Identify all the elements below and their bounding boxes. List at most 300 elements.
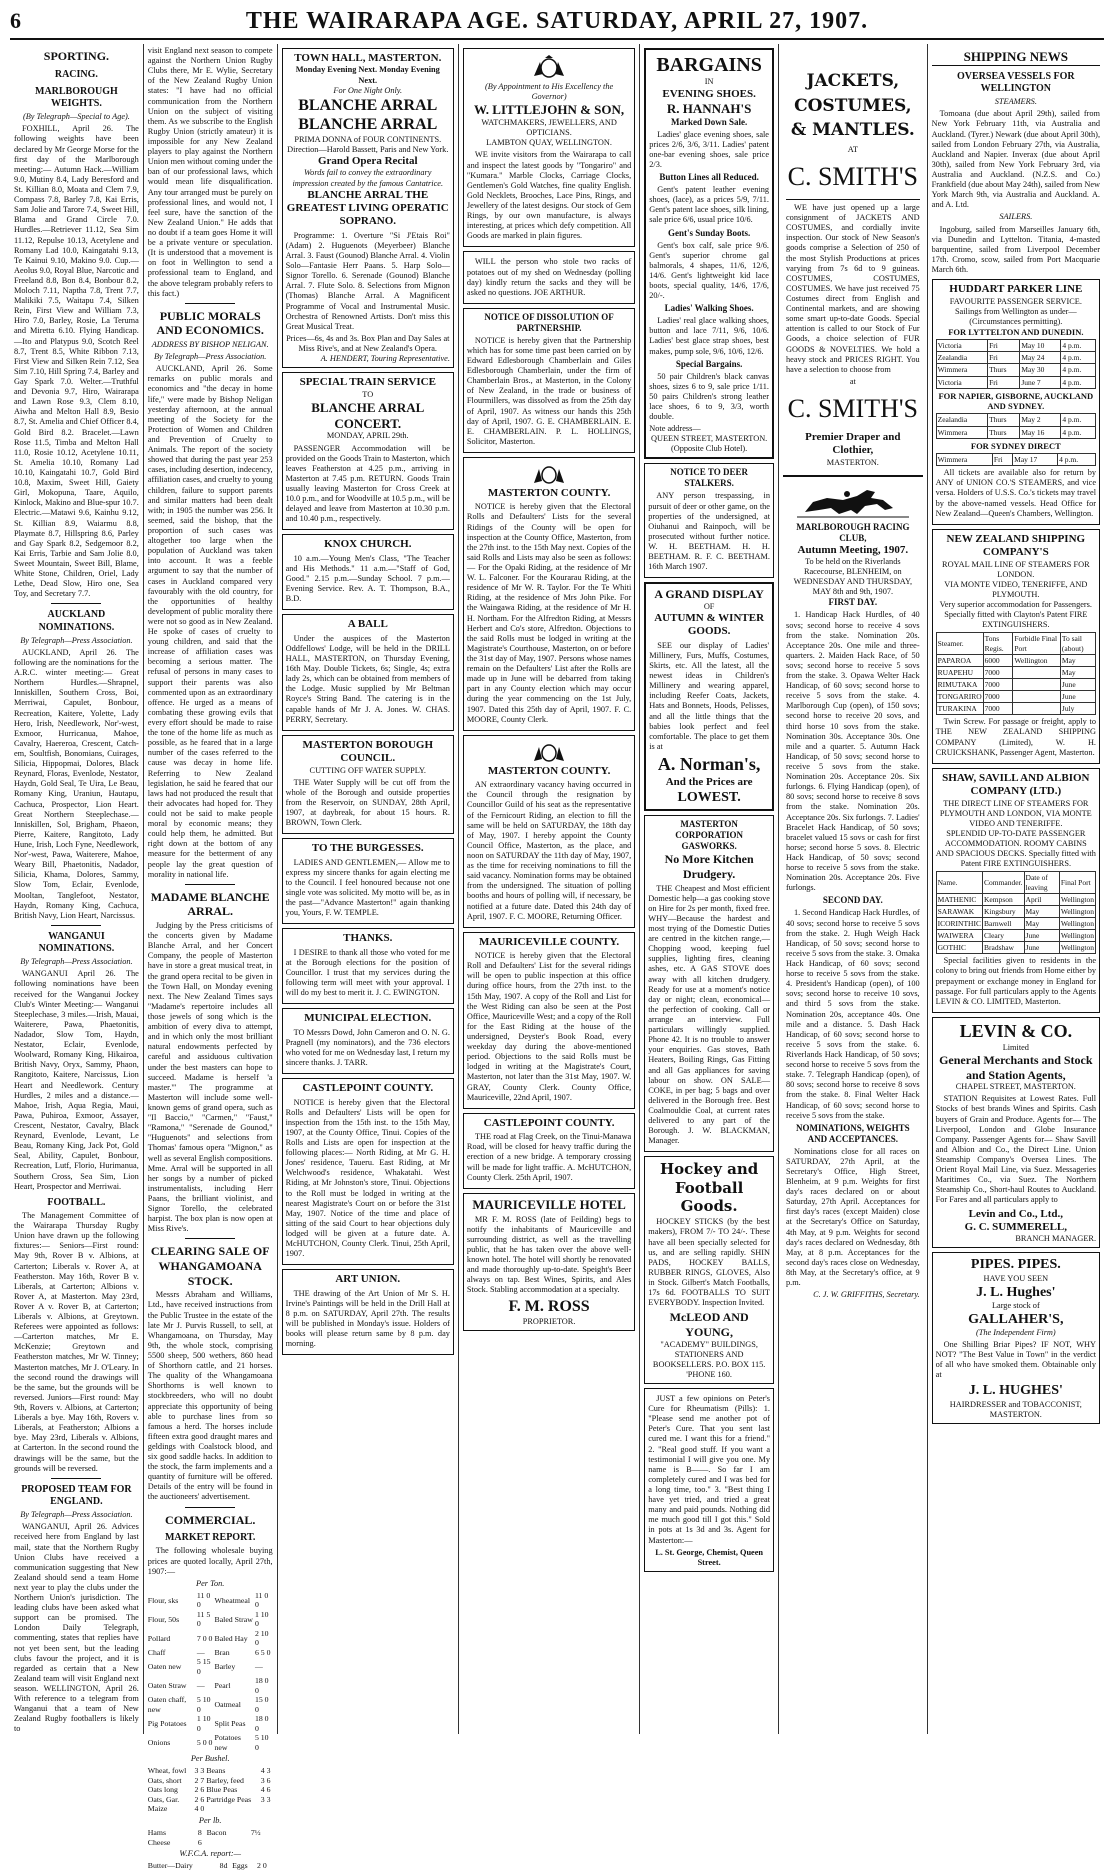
advertisement-nz-shipping [932,529,1100,764]
ad-brand: GALLAHER'S, [968,1311,1064,1327]
table-cell: Blue Peas [206,1785,238,1795]
market-row [148,1657,273,1676]
ad-body: Nominations close for all races on SATURDAY, 27th April, at the Secretary's Office, High Street, Blenheim, at 9 p.m. Weights for first day's races declared on or about Saturday, 27th April. Acceptances for first day's races (except Maiden) close at the Secretary's Office on Saturday, 4th May, at 9 p.m. Weights for second day's races declared on Wednesday, 8th May, at 8 p.m. Acceptances for the second day's races close on Wednesday, 8th May, at the Secretary's office, at 9 p.m. [786,1146,920,1288]
table-cell: Zealandia [936,414,987,426]
section-heading-football: FOOTBALL. [47,1196,106,1208]
ad-body: 10 a.m.—Young Men's Class, "The Teacher and His Methods." 11 a.m.—"Staff of God, Good." 2.15 p.m.—Sunday School. 7 p.m.—Evening Service. Rev. A. T. Thompson, B.A., B.D. [285,553,450,604]
table-cell: Split Peas [214,1719,246,1729]
sailing-table [936,413,1096,438]
column-7 [928,44,1104,1734]
ad-shop-name: C. SMITH'S [787,394,919,423]
ad-heading: BARGAINS [656,54,762,76]
sailing-row [936,364,1095,376]
table-cell [1013,691,1061,703]
steamer-table [936,632,1096,715]
market-row [148,1838,273,1848]
table-cell: June [1024,930,1059,942]
article-body: FOXHILL, April 26. The following weights have been declared by Mr George Morse for the first day of the Marlborough meeting:— Autumn Hack.—William 9.0, Mutiny 8.4, Lady Beresford and St. Killian 8.0, Moata and Clem 7.9, Compass 7.8, Barley 7.8, Kai Erris, Sam Jolie and Tarore 7.4, Sweet Hill, Blama and Grand Circle 7.0. Hurdles.—Retriever 11.12, Sea Sim 11.12, Repulse 10.13, Acetylene and Romany Lad 10.0, Kaingatahi 9.13, Te Kainui 9.10, Makino 9.0. Cup.—Aeolus 9.0, Royal Blue, Narcotic and Freeland 8.8, Bon 8.4, Bonbour 8.2, Moloch 7.11, Naptha 7.8, Trent 7.7, Malikiki 7.5, Waitapu 7.4, Silken Rein, First View and William 7.3, Hiro 7.0, Barley, Rosie, La Teruma and Miretta 6.10. Flying Handicap.—Ito and Platypus 9.0, Scotch Reel 8.7, Trent 8.5, White Ribbon 7.13, First View and Silken Rein 7.12, Sea Sim 7.10, Hill Spring 7.4, Barley and Gay Spark 7.0. Welter.—Truthful and Devonia 9.7, Hiro, Wairarapa and Lawn Rose 9.3, Clem 8.10, Aiwha and Melton Hall 8.9, Besio 8.7, St. Amelia and Chief Officer 8.4, Gold Bird 8.2. Bracelet.—Lawn Rose 11.5, Timba and Melton Hall 11.0, Rosie 10.12, Acetylene 10.11, St. Amelia 10.10, Romany Lad 10.10, Kaingatahi 10.7, Gold Bird 10.8, Maxim, Sweet Hill, Gaiety Girl, Mokopuna, Taare, Aquilo, Kinlock, Makino and Blue-spur 10.7. Electric.—Matawi 9.6, Kainhu 9.12, St. Killian 8.9, Waiarmu 8.8, Playmate 8.7, Hillspring 8.6, Parley and Gay Spark 8.2, Sedgemoor 8.2, Kai Erris, Tarbie and Sam Jolie 8.0, Sweet Mountain, Sweet Bill, Blame, White Stone, Children, Oriel, Lady Lethe, Dead Slow, Hiro one, Sea Toy, and Secretary 7.7. [14,124,139,599]
table-cell: May 24 [1020,352,1061,364]
column-header: To sail (about) [1060,633,1095,654]
royal-crest-icon [526,463,572,485]
table-cell: Wellington [1060,931,1095,941]
section-heading-commercial: COMMERCIAL. [165,1512,256,1527]
table-cell: Oats, Gar. [147,1794,180,1804]
ad-subheading: Ladies' Walking Shoes. [664,303,754,314]
ad-address: CHAPEL STREET, MASTERTON. [955,1082,1076,1092]
table-cell [207,1838,251,1848]
ad-address: "ACADEMY" BUILDINGS, STATIONERS AND BOOKSELLERS. P.O. BOX 115. 'PHONE 160. [652,1339,766,1379]
column-header: Tons Regis. [983,633,1013,654]
market-row [148,1629,273,1648]
table-cell: Barnwell [982,917,1024,929]
table-cell: 7000 [983,691,1013,703]
table-cell: Oaten Straw [147,1681,187,1691]
article-body: WANGANUI April 26. The following nominations have been received for the Wanganui Jockey Club's Winter Meeting:— Wanganui Steeplechase, 3 miles.—Irish, Mauai, Waiterere, Pawa, Phaetonitis, Nadador, Slow Tom, Haydn, Nestator, Eclair, Evenlode, Woolward, Romany King, Hikairoa, British Navy, Oryx, Sammy, Phaon, Rangitoto, Kaitere, Narcissus, Lion Heart and Needlework. Century Hurdles, 2 miles and a distance.—Mahoe, Irish, Aqua Regia, Maui, Pawa, Puhiroa, Exmoor, Assayer, Crescent, Nestator, Cavalry, Black Reynard, Evenlode, Levant, Le Beau, Romany King, Jack Pot, Gold Seal, Ability, Capulet, Bonbour, Recreation, Lutf, Florio, Hurimanua, Southern Cross, Sea Sim, Lion Heart, Prospector and Merriwai. [14,969,139,1191]
ad-subheading: CUTTING OFF WATER SUPPLY. [309,765,426,775]
ad-subheading: Autumn Meeting, 1907. [797,543,909,556]
ad-heading: Hockey and Football Goods. [659,1160,759,1216]
ad-body: WE have just opened up a large consignment of JACKETS AND COSTUMES, and cordially invite inspection. Our stock of New Season's goods comprise a Selection of 250 of the most Stylish Productions at prices varying from 7s 6d to 9 guineas. COSTUMES, COSTUMES, COSTUMES. We have just received 75 Costumes direct from English and Continental markets, and are showing some smart up-to-date Goods. Special attention is called to our Stock of Fur Goods, a choice selection of FUR GOODS & NOVELTIES. We hold a heavy stock and PRICES RIGHT. You have a selection to choose from [786,203,920,374]
table-cell: 11 0 0 [254,1590,269,1610]
ad-body: THE road at Flag Creek, on the Tinui-Manawa Road, will be closed for heavy traffic during the erection of a new bridge. A temporary crossing will be made for light traffic. A. McHUTCHON, County Clerk. 25th April, 1907. [466,1132,632,1182]
table-cell: — [196,1681,205,1691]
table-subheading: Per lb. [198,1815,222,1825]
article-heading: PUBLIC MORALS AND ECONOMICS. [156,308,264,338]
table-cell: Wellington [1060,906,1095,916]
sailing-row [936,454,1095,466]
table-cell: Barley [214,1662,236,1672]
ad-heading: JACKETS, [806,71,900,91]
ad-subheading: ROYAL MAIL LINE OF STEAMERS FOR LONDON. [942,559,1090,579]
table-cell: Oats, short [147,1775,182,1785]
column-2 [144,44,278,1871]
table-cell: Chaff [147,1647,166,1657]
ad-heading: NOTICE TO DEER STALKERS. [670,467,748,489]
ad-heading: ART UNION. [335,1273,401,1286]
ad-body: MR F. M. ROSS (late of Feilding) begs to notify the inhabitants of Mauriceville and surrounding district, as well as the travelling public, that he has taken over the above well-known hotel. The hotel will shortly be renovated and made thoroughly up-to-date. Speight's Beer always on tap. Best Wines, Spirits, and Ales Stock. Stabling accommodation at a specialty. [466,1214,632,1295]
ad-body: WILL the person who stole two racks of potatoes out of my shed on Wednesday (polling day) kindly return the sacks and they will be asked no questions. JOE ARTHUR. [466,257,632,297]
table-cell: 18 0 0 [254,1676,269,1695]
ad-subheading: General Merchants and Stock and Station Agents, [939,1052,1093,1082]
ad-venue: TOWN HALL, MASTERTON. [294,52,442,64]
table-cell: Partridge Peas [206,1794,252,1804]
ad-subheading: HAVE YOU SEEN [983,1273,1049,1283]
ad-heading: W. LITTLEJOHN & SON, [474,102,625,118]
table-cell: Wimmera [936,454,992,466]
advertisement-masterton-county [463,457,635,731]
market-table [148,1766,273,1814]
table-cell: May [1024,917,1059,929]
table-cell: RIMUTAKA [936,678,983,690]
table-cell: 1 10 0 [254,1609,269,1629]
ad-body: Twin Screw. For passage or freight, apply to THE NEW ZEALAND SHIPPING COMPANY (Limited), W. H. CRUICKSHANK, Passenger Agent, Masterton. [935,717,1097,757]
table-cell: Victoria [936,340,987,352]
market-row [148,1828,273,1838]
advertisement-council [282,735,454,834]
ad-body: One Shilling Briar Pipes? IF NOT, WHY NOT? "The Best Value in Town" in the verdict of all who have smoked them. Obtainable only at [935,1340,1097,1380]
advertisement-ball [282,614,454,730]
table-cell: 4 p.m. [1061,340,1096,352]
table-cell: Bacon [206,1828,227,1838]
ad-shop-name: LEVIN & CO. [959,1020,1073,1041]
article-subheading: STEAMERS. [994,97,1037,107]
article-subheading: ADDRESS BY BISHOP NELIGAN. [151,339,269,349]
ad-heading: BLANCHE ARRAL THE GREATEST LIVING OPERATIC SOPRANO. [286,188,449,228]
table-cell: Wheat, fowl [147,1766,187,1776]
table-cell: Pearl [214,1681,231,1691]
article-body: Tomoana (due about April 29th), sailed from New York February 11th, via Australia and Auckland. (Tyrer.) Newark (due about April 30th), sailed from London February 27th, via Australia, Auckland and Napier. Inverax (due about April 30th), sailed from New York February 3rd, via Australia and Auckland. (N.Z.S. and Co.) Frankfield (due about May 24th), sailed from New York March 9th, via Australia and Auckland. A. and A. Ltd. [931,109,1101,210]
table-cell: June 7 [1020,376,1061,388]
ad-body: ANY person trespassing, in pursuit of deer or other game, on the properties of the undersigned, at Oiuhanui and Rainpoch, will be prosecuted without further notice. W. H. BEETHAM. H. H. BEETHAM. R. F. C. BEETHAM. 16th March 1907. [648,491,770,572]
table-cell: May 16 [1020,426,1061,438]
table-cell: 7 0 0 [196,1633,213,1643]
ad-shop-name: C. SMITH'S [787,162,919,192]
ad-desc: Words fail to convey the extraordinary impression created by the famous Cantatrice. [292,168,444,188]
table-cell: 2 6 [194,1785,205,1795]
table-cell: 4 p.m. [1058,454,1096,466]
table-cell: 5 0 0 [196,1738,213,1748]
ad-signature: G. C. SUMMERELL, [964,1220,1068,1233]
ad-signature: L. St. George, Chemist, Queen Street. [655,1547,764,1567]
ad-address: LAMBTON QUAY, WELLINGTON. [486,138,612,148]
ad-subheading: WATCHMAKERS, JEWELLERS, AND OPTICIANS. [481,118,617,138]
table-subheading: Per Bushel. [190,1754,230,1764]
ad-dates: Monday Evening Next. Monday Evening Next. [295,65,440,85]
ad-body: WE invite visitors from the Wairarapa to call and inspect the latest goods by "Tongariro" and "Kumara." Marble Clocks, Carriage Clocks, Gentlemen's Gold Watches, fine quality English. Gold Necklets, Brooches, Lace Pins, Rings, and Jewellery of the latest designs. Our stock of Gem Rings, by our own manufacture, is always interesting, at prices which defy competition. All Goods are marked in plain figures. [466,150,632,241]
article-body: Ingoburg, sailed from Marseilles January 6th, via Dunedin and Lyttelton. Titania, 4-masted barquentine, sailed from Liverpool December 17th. Cromo, scow, sailed from Port Macquarie March 6th. [931,224,1101,274]
advertisement-thanks [282,928,454,1004]
table-cell: Baled Straw [214,1614,253,1624]
table-cell: May [1060,666,1095,678]
article-byline: By Telegraph—Press Association. [20,1510,133,1520]
table-cell: Oaten chaff, new [147,1695,187,1714]
steamer-row [936,942,1095,954]
sailing-row [936,426,1095,438]
ad-body: 50 pair Children's black canvas shoes, sizes 6 to 9, sale price 1/11. 50 pairs Children's strong leather lace shoes, 6 to 9, 3/3, worth double. [649,371,769,422]
article-body: The Management Committee of the Wairarapa Thursday Rugby Union have drawn up the following fixtures:— Seniors—First round: May 9th, Rover B v. Albions, at Carterton; Liberals v. Rover A, at Featherston. May 16th, Rover B v. Liberals, at Carterton; Albions v. Rover A, at Masterton. May 23rd, Rover A v. Rover B, at Carterton; Liberals v. Albions, at Greytown. Referees were appointed as follows:—Carterton matches, Mr E. McKenzie; Greytown and Featherston matches, Mr W. Tinney; Masterton matches, Mr J. O'Leary. In the second round the drawings will be the same, but the grounds will be reversed. Juniors—First round: May 9th, Rovers v. Albions, at Carterton; Liberals a bye. May 16th, Rovers v. Liberals, at Featherston; Albions a bye. May 23rd, Liberals v. Albions, at Carterton. In the second round the drawings will be the same, but the grounds will be reversed. [14,1210,139,1473]
ad-body: Ladies' glace evening shoes, sale prices 2/6, 3/6, 3/11. Ladies' patent one-bar evening shoes, sale price 2/3. [649,129,769,170]
ad-body: All tickets are available also for return by ANY of UNION CO.'S STEAMERS, and vice versa. Holders of U.S.S. Co.'s tickets may travel by the above-named vessels. Head Office for New Zealand—Queen's Chambers, Wellington. [935,468,1097,518]
table-cell: Thurs [988,414,1020,426]
advertisement-littlejohn [463,48,635,247]
ad-subheading: Limited [1002,1042,1029,1052]
advertisement-hannah [644,48,774,459]
ad-subheading: FOR NAPIER, GISBORNE, AUCKLAND AND SYDNEY. [938,390,1094,412]
table-subheading: Per Ton. [196,1578,225,1588]
table-cell: 1 10 0 [196,1714,211,1733]
table-cell: 8d [219,1861,228,1871]
ad-desc: PRIMA DONNA of FOUR CONTINENTS. Direction—Harold Bassett, Paris and New York. [287,134,449,154]
table-cell: 3 6 [260,1775,271,1785]
table-cell [1013,678,1061,690]
article-body: WANGANUI, April 26. Advices received here from England by last mail, state that the Northern Rugby Union Clubs have received a communication suggesting that New Zealand should send a team Home next year to play the clubs under the Northern Union's jurisdiction. The leading clubs have been asked what support can be promised. The London Daily Telegraph, commenting, states that replies have not yet been sent, but the leading clubs favour the project, and it is regarded as certain that a New Zealand team will visit England next season. WELLINGTON, April 26. With reference to a telegram from Wanganui that a team of New Zealand Rugby footballers is likely to [14,1522,139,1734]
advertisement-castlepoint-road [463,1113,635,1189]
table-cell: Oats long [147,1785,178,1795]
ad-subheading: FOR SYDNEY DIRECT [970,440,1061,451]
table-cell: Baled Hay [214,1633,248,1643]
advertisement-art-union [282,1269,454,1355]
article-body: AUCKLAND, April 26. Some remarks on public morals and economics and "the decay in home life," were made by Bishop Neligan yesterday afternoon, at the annual meeting of the Society for the Protection of Women and Children and Prevention of Cruelty to Animals. The report of the society showed that during the past year 253 cases, including desertion, indecency, affiliation cases, and cruelty to young children, failure to support parents and similar matters had been dealt with; in 1905 the number was 256. It seemed, said the bishop, that the proportion of such cases was altogether too large when the population of Auckland was taken into account. It was a feeble argument to say that the number of cases in Auckland compared very favourably with the old country, for the opportunities of healthy development of public morality there were not so good as in New Zealand. He spoke of cases of cruelty to young children, and said that the increase of affiliation cases was becoming a serious matter. The refusal of persons in many cases to support their parents was also commented upon as an extraordinary offence. He urged as a means of combating these growing evils that every effort should be made to raise the tone of the home life as much as possible, as he feared that in a large number of the cases referred to the cause was decay in home life. Referring to New Zealand legislation, he said he feared that our laws had not produced the result that their advocates had hoped for. They could not be said to make people moral by economic means; they could help them, he admitted. But right down at the bottom of any measure for the betterment of any people lay the great question of morality in national life. [147,364,273,879]
ad-subheading: VIA MONTE VIDEO, TENERIFFE, AND PLYMOUTH. [944,579,1088,599]
ad-body: THE drawing of the Art Union of Mr S. H. Irvine's Paintings will be held in the Drill Hall at 8 p.m. on SATURDAY, April 27th. The results will be published in Monday's issue. Holders of books will please return same by 8 p.m. day morning. [285,1288,450,1349]
ad-heading: OF [703,601,715,611]
column-4 [459,44,640,1734]
ad-body: NOTICE is hereby given that the Electoral Rolls and Defaulters' Lists for the several Ridings of the County will be open for inspection at the County Office, Masterton, from the 27th inst. to the 15th May next. Copies of the said Rolls and Lists may also be seen as follows:— For the Opaki Riding, at the residence of Mr W. L. Falconer. For the Kourarau Riding, at the residence of Mr W. R. Taylor. For the Te Whiti Riding, at the residence of Mrs John Pike. For the Waingawa Riding, at the residence of Mr H. H. Northam. For the Alfredton Riding, at Messrs Herbert and Co's store, Alfredton. Objections to the said Rolls must be lodged in writing at the Magistrate's Courthouse, Masterton, on or before the 31st day of May, 1907. Persons whose names remain on the Defaulters' List after the Rolls are made up in June will be debarred from taking part in any County election which may occur during the year commencing on the 1st July, 1907. Dated this 25th day of April, 1907. F. C. MOORE, County Clerk. [466,502,632,724]
table-cell: 7000 [983,678,1013,690]
ad-date: MONDAY, APRIL 29th. [326,431,409,441]
ad-body: SPLENDID UP-TO-DATE PASSENGER ACCOMMODATION. ROOMY CABINS AND SPACIOUS DECKS. Specially fitted with Patent FIRE EXTINGUISHERS. [935,828,1096,869]
ad-heading: THANKS. [343,932,393,945]
advertisement-peters-cure [644,1388,774,1572]
table-cell: Cheese [147,1837,171,1847]
advertisement-mauriceville-hotel [463,1193,635,1331]
ad-shop-name: J. L. Hughes' [976,1284,1056,1300]
table-cell: Fri [992,454,1012,466]
market-row [148,1785,273,1795]
article-byline: (By Telegraph—Special to Age). [22,112,130,122]
table-subheading: W.F.C.A. report:— [179,1849,242,1859]
ad-show: Grand Opera Recital [317,154,418,167]
table-cell: 6000 [983,654,1013,666]
table-cell: Flour, sks [147,1595,179,1605]
ad-body: NOTICE is hereby given that the Electoral Roll and Defaulters' List for the several ridings will be open to public inspection at this office during office hours, from the 27th inst. to the 15th May, 1907. A copy of the Roll and List for the West Riding can also be seen at the Post Office, Mauriceville West; and a copy of the Roll for the East Riding at the house of the undersigned, Deyster's Book Road, every weekday day during the above-mentioned period. Objections to the said Rolls must be lodged in writing at the Magistrate's Court, Masterton, not later than the 31st May, 1907. W. GRAY, County Clerk. County Office, Mauriceville, 22nd April, 1907. [466,951,632,1102]
ad-prices: Prices—6s, 4s and 3s. Box Plan and Day Sales at Miss Rive's, and at New Zealand's Opera. [286,333,450,354]
advertisement-stolen [463,251,635,303]
table-cell: May 2 [1020,414,1061,426]
table-cell: SARAWAK [936,905,982,917]
table-cell: 4 p.m. [1061,376,1096,388]
table-cell: 4 p.m. [1061,426,1096,438]
ad-body: SEE our display of Ladies' Millinery, Furs, Muffs, Costumes, Skirts, etc. All the latest, all the newest ideas in Children's Millinery and wearing apparel, including Reefer Coats, Jackets, Hats and Bonnets, Hoods, Pelisses, and all the little things that the babies look perfect and feel comfortable. The place to get them is at [649,640,769,751]
advertisement-mauriceville-county [463,932,635,1109]
market-row [148,1714,273,1733]
table-cell: Thurs [988,426,1020,438]
ad-subheading: FIRST DAY. [828,597,878,608]
market-row [148,1648,273,1658]
table-cell: 6 5 0 [254,1647,271,1657]
table-cell: April [1024,893,1059,905]
ad-star-name: BLANCHE ARRAL [298,96,438,114]
table-cell [1013,703,1061,715]
ad-body: NOTICE is hereby given that the Partnership which has for some time past been carried on by Edward Edlesborough Chamberlain and Giles Edlesborough Chamberlain, under the firm of Chamberlain Bros., at Masterton, in the Colony of New Zealand, in the trade or business of Flourmillers, was dissolved as from the 25th day of April, 1907. As witness our hands this 25th day of April, 1907. G. E. CHAMBERLAIN. E. E. CHAMBERLAIN. P. L. HOLLINGS, Solicitor, Masterton. [466,335,632,446]
article-byline: By Telegraph—Press Association. [153,352,267,362]
newspaper-title: THE WAIRARAPA AGE. SATURDAY, APRIL 27, 1907. [245,8,869,34]
column-header: Forbidle Final Port [1013,633,1061,654]
table-cell: 3 3 [194,1766,205,1776]
sailing-table [936,453,1096,466]
table-cell: Wellington [1060,894,1095,904]
table-cell: 2 10 0 [254,1628,269,1648]
ad-body: THE Water Supply will be cut off from the whole of the Borough and outside properties from the Reservoir, on SUNDAY, 28th April, 1907, at daybreak, for about 15 hours. R. BROWN, Town Clerk. [285,777,450,828]
table-cell: 5 15 0 [196,1657,211,1676]
sailing-row [936,414,1095,426]
table-cell [251,1838,273,1848]
ad-heading: & MANTLES. [790,120,915,141]
table-cell: Wheatmeal [214,1595,250,1605]
steamer-row [936,905,1095,917]
ad-subheading: Marked Down Sale. [671,116,748,127]
sailing-table [936,339,1096,389]
masthead [10,8,1104,40]
table-cell: WAIWERA [936,930,982,942]
table-cell: PAPAROA [936,654,983,666]
sailing-row [936,352,1095,364]
table-cell: May 10 [1020,340,1061,352]
table-cell: Pig Potatoes [147,1719,187,1729]
section-heading-shipping: SHIPPING NEWS [932,49,1100,66]
table-cell: 2 7 [194,1775,205,1785]
article-body: The following wholesale buying prices are quoted locally, April 27th, 1907:— [147,1546,273,1576]
table-cell: 11 0 0 [196,1590,211,1610]
ad-heading: AT [847,145,858,155]
table-cell: 7000 [983,666,1013,678]
table-cell: 4 0 [194,1804,205,1814]
market-row [148,1733,273,1752]
advertisement-gasworks [644,815,774,1152]
table-cell: May 30 [1020,364,1061,376]
table-cell: 4 p.m. [1061,352,1096,364]
section-heading-sporting: SPORTING. [43,49,110,63]
ad-heading: MARLBOROUGH RACING CLUB, [796,521,910,543]
ad-subheading: No More Kitchen Drudgery. [664,852,754,881]
steamer-row [936,654,1095,666]
market-row [148,1766,273,1776]
steamer-row [936,893,1095,905]
steamer-row [936,703,1095,715]
ad-subheading: Special Bargains. [675,358,743,369]
table-cell: 18 0 0 [254,1714,269,1733]
advertisement-levin [932,1017,1100,1249]
ad-body: Gent's box calf, sale price 9/6. Gent's superior chrome gal balmorals, 4 shapes, 11/6, 12/6, 14/6. Gent's lightweight kid lace boots, special quality, 14/6, 17/6, 20/-. [649,240,769,301]
ad-star-name: BLANCHE ARRAL [298,116,438,134]
ad-address: MASTERTON. [826,457,879,467]
advertisement-burgesses [282,838,454,924]
ad-body: Programme: 1. Overture "Si J'Etais Roi" (Adam) 2. Huguenots (Meyerbeer) Blanche Arral. 3. Faust (Gounod) Blanche Arral. 4. Violin Solo—Fantasie Herr Paans. 5. Harp Solo—Signor Torello. 6. Serenade (Gounod) Blanche Arral. 7. Flute Solo. 8. Selections from Mignon (Thomas) Blanche Arral. A Magnificent Programme of Vocal and Instrumental Music. Orchestra of Renowned Artists. Don't miss this Great Musical Treat. [285,230,450,331]
market-row [148,1861,273,1871]
steamer-row [936,917,1095,929]
advertisement-election [282,1008,454,1074]
advertisement-train [282,372,454,530]
ad-heading: MASTERTON CORPORATION GASWORKS. [675,819,744,852]
ad-body: I DESIRE to thank all those who voted for me at the Borough elections for the position of Councillor. I trust that my services during the following term will meet with your approval. I will do my best to merit it. J. C. EWINGTON. [285,947,450,998]
ad-subheading: NOMINATIONS, WEIGHTS AND ACCEPTANCES. [795,1122,910,1144]
advertisement-norman [644,582,774,811]
table-cell: Bran [214,1647,230,1657]
table-cell: Victoria [936,376,987,388]
table-cell: Thurs [988,364,1020,376]
table-cell: June [1060,691,1095,703]
advertisement-masterton-county-vacancy [463,735,635,928]
ad-heading: NOTICE OF DISSOLUTION OF PARTNERSHIP. [484,311,614,333]
table-cell: 2 0 [257,1861,267,1871]
table-cell: 7000 [983,703,1013,715]
ad-heading: KNOX CHURCH. [324,538,412,551]
ad-subheading: SECOND DAY. [822,895,883,906]
advertisement-c-smith [783,48,923,471]
ad-body: To be held on the Riverlands Racecourse, BLENHEIM, on WEDNESDAY AND THURSDAY, MAY 8th and 9th, 1907. [793,556,913,597]
table-cell: MATHENIC [936,893,982,905]
table-cell: 4 p.m. [1061,364,1096,376]
column-header: Steamer. [936,633,983,654]
ad-heading: MASTERTON COUNTY. [487,764,611,777]
ad-body: NOTICE is hereby given that the Electoral Rolls and Defaulters' Lists will be open for inspection from the 15th inst. to the 15th May, 1907, at the County Office, Tinui. Copies of the Rolls and Lists are open for inspection at the following places:— North Riding, at Mr G. H. Jones' residence, Taueru. East Riding, at Mr Welchwood's residence, Whakatahi. West Riding, at Mr Johnston's store, Tinui. Objections to the Roll must be lodged in writing at the nearest Magistrate's Court on or before the 31st May, 1907. Notice of the time and place of sitting of the said Court to hear objections duly lodged will be given at a future date. A. McHUTCHON, County Clerk. Tinui, 25th April, 1907. [285,1097,450,1259]
ad-heading: IN [704,77,714,87]
table-cell: 5 10 0 [254,1733,269,1752]
ad-heading: A BALL [347,618,388,631]
ad-body: TO Messrs Dowd, John Cameron and O. N. G. Pragnell (my nominators), and the 736 electors who voted for me on Wednesday last, I return my sincere thanks. J. TARR. [285,1027,450,1068]
article-heading: MARLBOROUGH WEIGHTS. [35,85,118,109]
column-1 [10,44,144,1734]
advertisement-knox [282,534,454,610]
ad-heading: TO THE BURGESSES. [311,842,424,855]
ad-shop-name: McLEOD AND YOUNG, [669,1310,749,1339]
article-body: Messrs Abraham and Williams, Ltd., have received instructions from the Public Trustee in the estate of the late Mr J. Purvis Russell, to sell, at Whangamoana, on Thursday, May 9th, the whole stock, comprising 5500 sheep, 500 wethers, 860 head of Shorthorn cattle, and 21 horses. The quality of the Whangamoana Shorthorns is well known to stockbreeders, who will no doubt appreciate this opportunity of being able to purchase lines from so famous a herd. The horses include fifteen extra good draught mares and geldings with Coalstock blood, and six good saddle hacks. In addition to the stock, the farm implements and a quantity of furniture will be offered. Details of the entry will be found in the auctioneers' advertisement. [147,1290,273,1502]
column-header: Final Port [1059,872,1095,893]
article-heading: MADAME BLANCHE ARRAL. [150,889,270,919]
ad-shop-name: A. Norman's, [657,754,761,775]
column-6 [779,44,928,1734]
ad-heading: AUTUMN & WINTER GOODS. [654,612,765,638]
market-row [148,1695,273,1714]
ad-signature: C. J. W. GRIFFITHS, Secretary. [813,1290,920,1300]
ad-heading: COSTUMES, [794,95,912,116]
table-cell: Fri [988,340,1020,352]
advertisement-hughes-pipes [932,1252,1100,1423]
advertisement-deer-stalkers [644,463,774,578]
market-row [148,1795,273,1805]
ad-note: (By Appointment to His Excellency the Governor) [484,82,614,102]
table-cell: Oaten new [147,1662,182,1672]
ad-signature-title: BRANCH MANAGER. [1015,1234,1097,1244]
table-cell: 11 5 0 [196,1609,211,1629]
table-cell: Butter—Dairy [147,1861,193,1871]
advertisement-partnership [463,308,635,453]
table-cell: Fri [988,376,1020,388]
table-cell: Flour, 50s [147,1614,180,1624]
ad-heading: SHAW, SAVILL AND ALBION COMPANY (LTD.) [942,771,1090,798]
ad-heading: CASTLEPOINT COUNTY. [302,1082,434,1095]
table-cell: 3 3 [260,1794,271,1804]
racehorse-icon [793,486,913,520]
ad-address: MASTERTON. [989,1409,1042,1419]
table-cell: 6 [197,1837,202,1847]
ad-heading: MASTERTON COUNTY. [487,486,611,499]
article-byline: By Telegraph—Press Association. [20,957,133,967]
table-cell: July [1060,703,1095,715]
table-cell: 7½ [250,1828,261,1838]
ad-body: Ladies' real glace walking shoes, button and lace 7/11, 9/6, 10/6. Ladies' best glace strap shoes, best makes, pump sole, 9/6, 10/6, 12/6. [649,316,769,356]
table-cell: Hams [147,1828,166,1838]
sailing-row [936,340,1095,352]
advertisement-racing-club [783,481,923,1304]
table-cell: — [254,1662,263,1672]
ad-body: PASSENGER Accommodation will be provided on the Goods Train to Masterton, which leaves Featherston at 4.25 p.m., arriving in Masterton at 7.45 p.m. RETURN. Goods Train usually leaving Masterton for Cross Creek at 10.0 p.m., and for Woodville at 10.5 p.m., will be delayed and leave from Masterton at 10.30 p.m. and 10.40 p.m., respectively. [285,443,450,524]
ad-signature: Levin and Co., Ltd., [968,1207,1064,1220]
ad-subheading: Button Lines all Reduced. [659,172,759,183]
market-row [148,1804,273,1814]
column-3 [278,44,459,1734]
steamer-row [936,930,1095,942]
column-header: Date of leaving [1024,872,1059,893]
ad-heading: MAURICEVILLE COUNTY. [479,935,620,948]
table-cell [261,1804,273,1814]
ad-subheading: Large stock of [991,1300,1040,1310]
market-row [148,1591,273,1610]
table-cell: Wellington [1060,918,1095,928]
ad-heading: EVENING SHOES. [662,87,756,100]
ad-body: Gent's patent leather evening shoes, (lace), as a prices 5/9, 7/11. Gent's patent lace shoes, silk lining, sale price 6/6, usual price 10/6. [649,185,769,225]
article-heading: OVERSEA VESSELS FOR WELLINGTON [957,70,1075,95]
